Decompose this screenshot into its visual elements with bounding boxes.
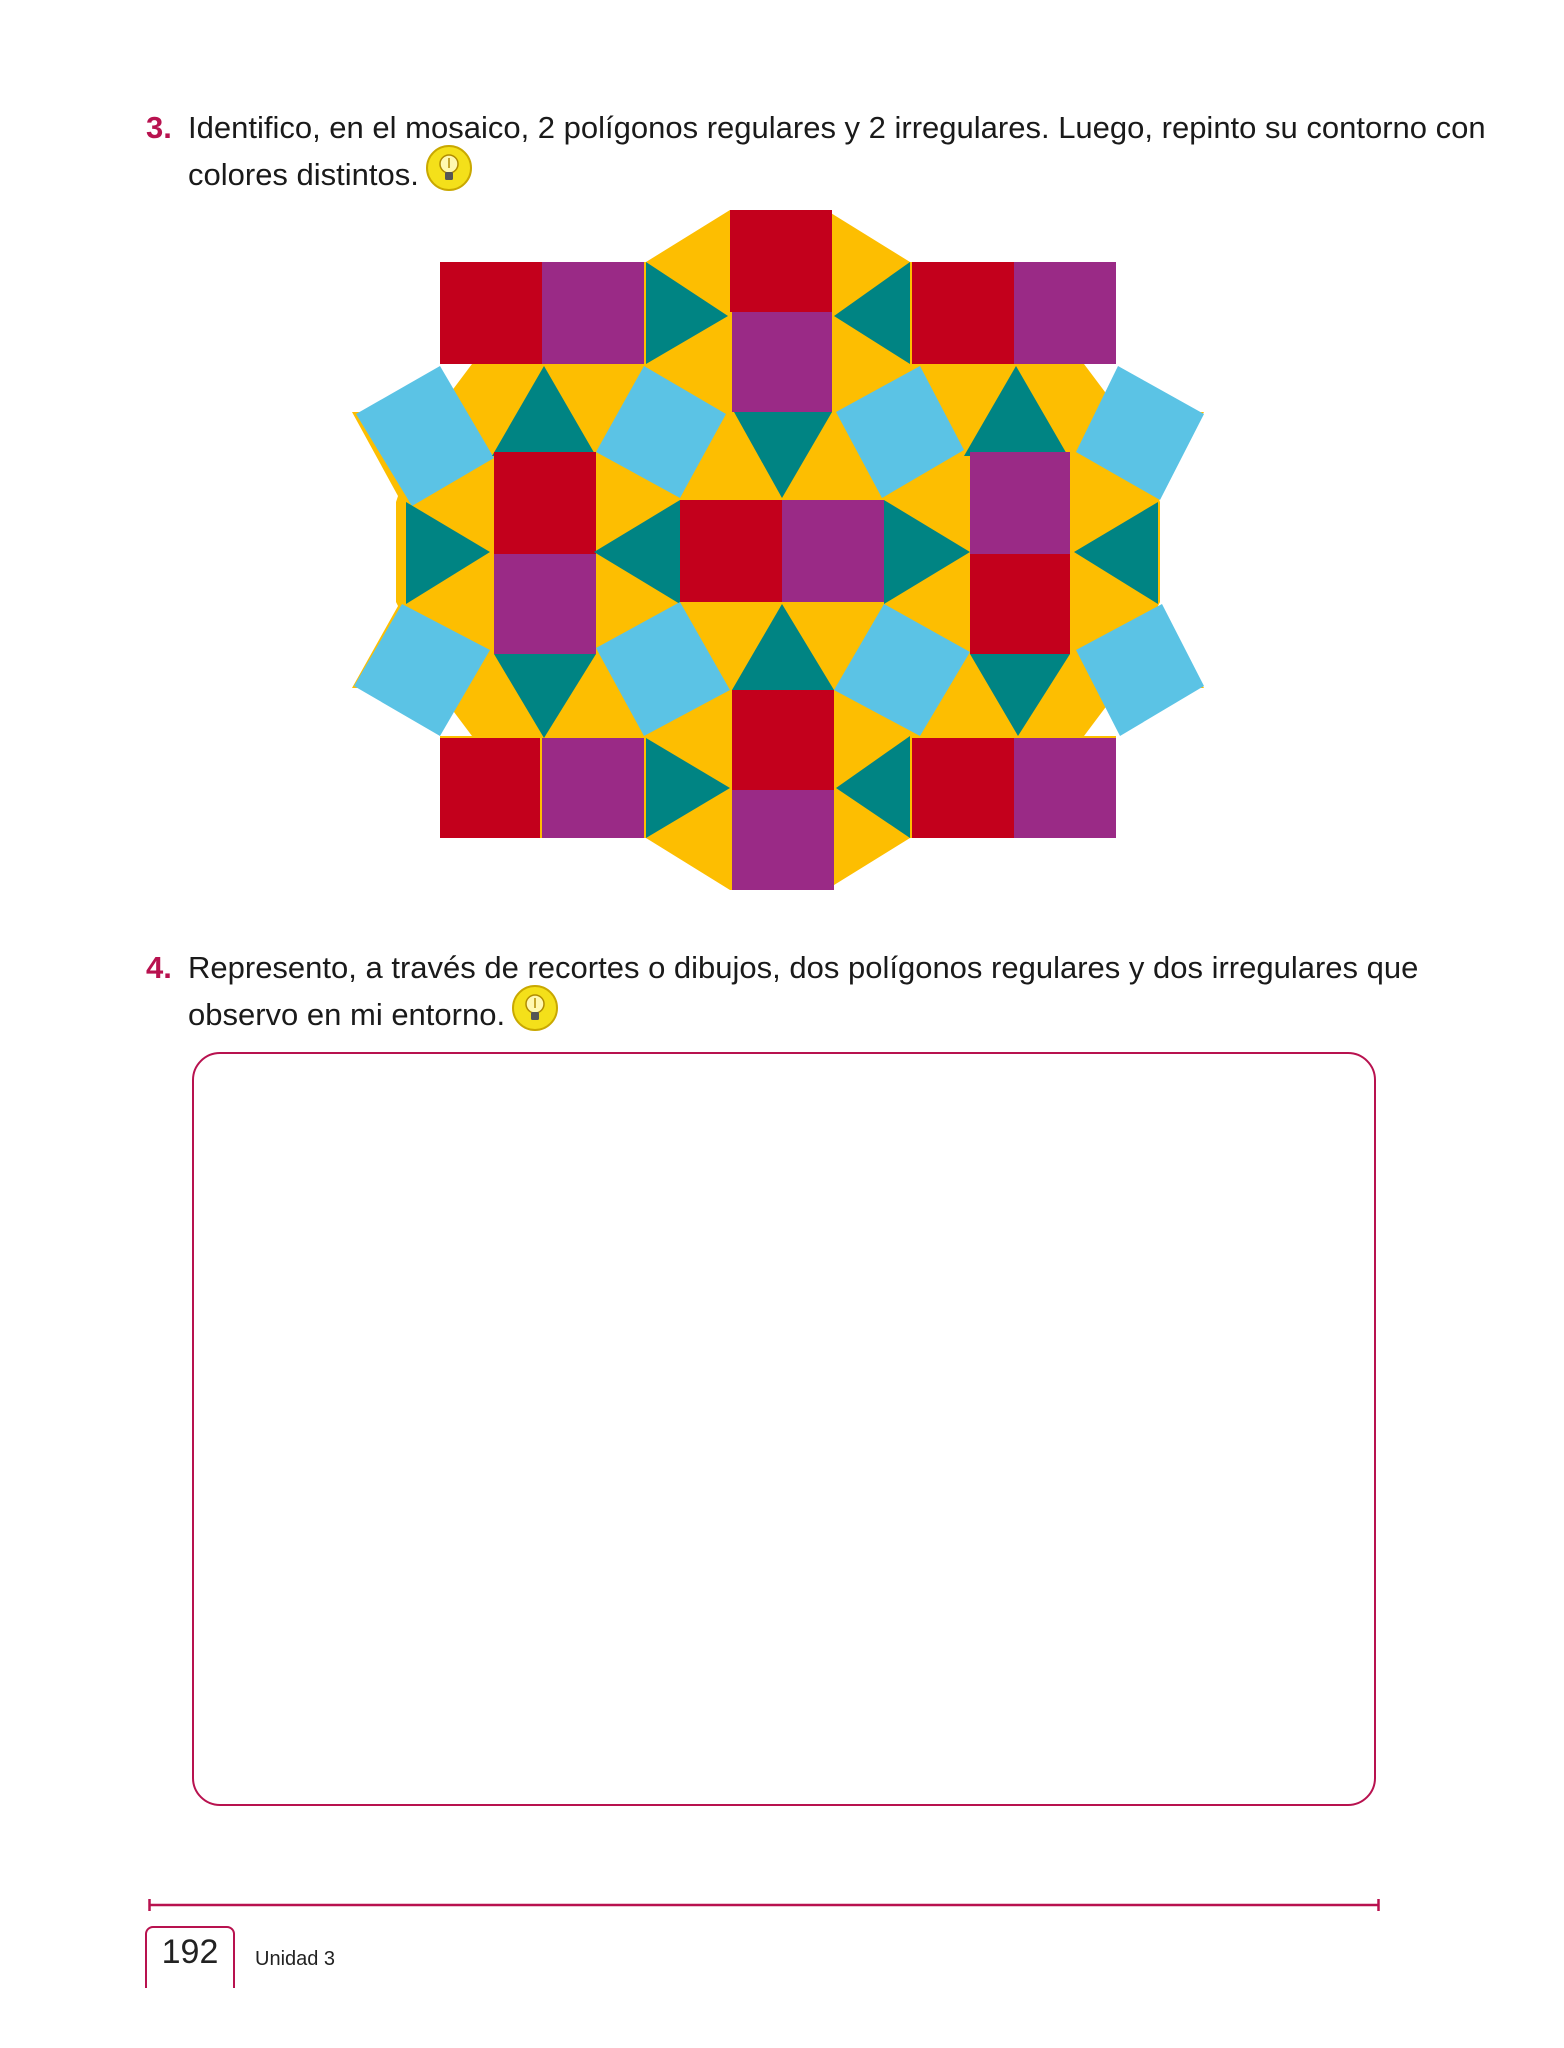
- mosaic-tile: [912, 262, 1014, 364]
- mosaic-tile: [680, 500, 782, 602]
- question-number: 3.: [146, 110, 172, 145]
- mosaic-tile: [1014, 262, 1116, 364]
- drawing-area[interactable]: [192, 1052, 1376, 1806]
- page-number: 192: [161, 1933, 219, 1971]
- mosaic-tile: [732, 690, 834, 790]
- question-text-line-2: observo en mi entorno.: [188, 997, 506, 1033]
- mosaic-tile: [970, 554, 1070, 654]
- polygon-mosaic: [0, 0, 1564, 920]
- mosaic-tile: [494, 452, 596, 554]
- mosaic-tile: [542, 262, 644, 364]
- footer-rule: [148, 1898, 1380, 1912]
- lightbulb-icon: [511, 984, 559, 1042]
- mosaic-tile: [912, 738, 1014, 838]
- mosaic-tile: [732, 312, 832, 412]
- question-4: [146, 948, 1419, 1046]
- question-number: 4.: [146, 950, 172, 985]
- mosaic-tile: [782, 500, 884, 602]
- unit-label: Unidad 3: [255, 1948, 336, 1970]
- question-text-line-2: colores distintos.: [188, 157, 419, 193]
- mosaic-tile: [1014, 738, 1116, 838]
- mosaic-tile: [440, 262, 542, 364]
- question-text-line-1: Identifico, en el mosaico, 2 polígonos regulares y 2 irregulares. Luego, repinto su contorno con: [188, 110, 1486, 145]
- question-text-line-1: Represento, a través de recortes o dibujos, dos polígonos regulares y dos irregulares que: [188, 950, 1419, 985]
- mosaic-tile: [542, 738, 644, 838]
- mosaic-tile: [732, 790, 834, 890]
- mosaic-tile: [494, 554, 596, 654]
- mosaic-tile: [440, 738, 540, 838]
- mosaic-tile: [730, 210, 832, 312]
- mosaic-tile: [970, 452, 1070, 554]
